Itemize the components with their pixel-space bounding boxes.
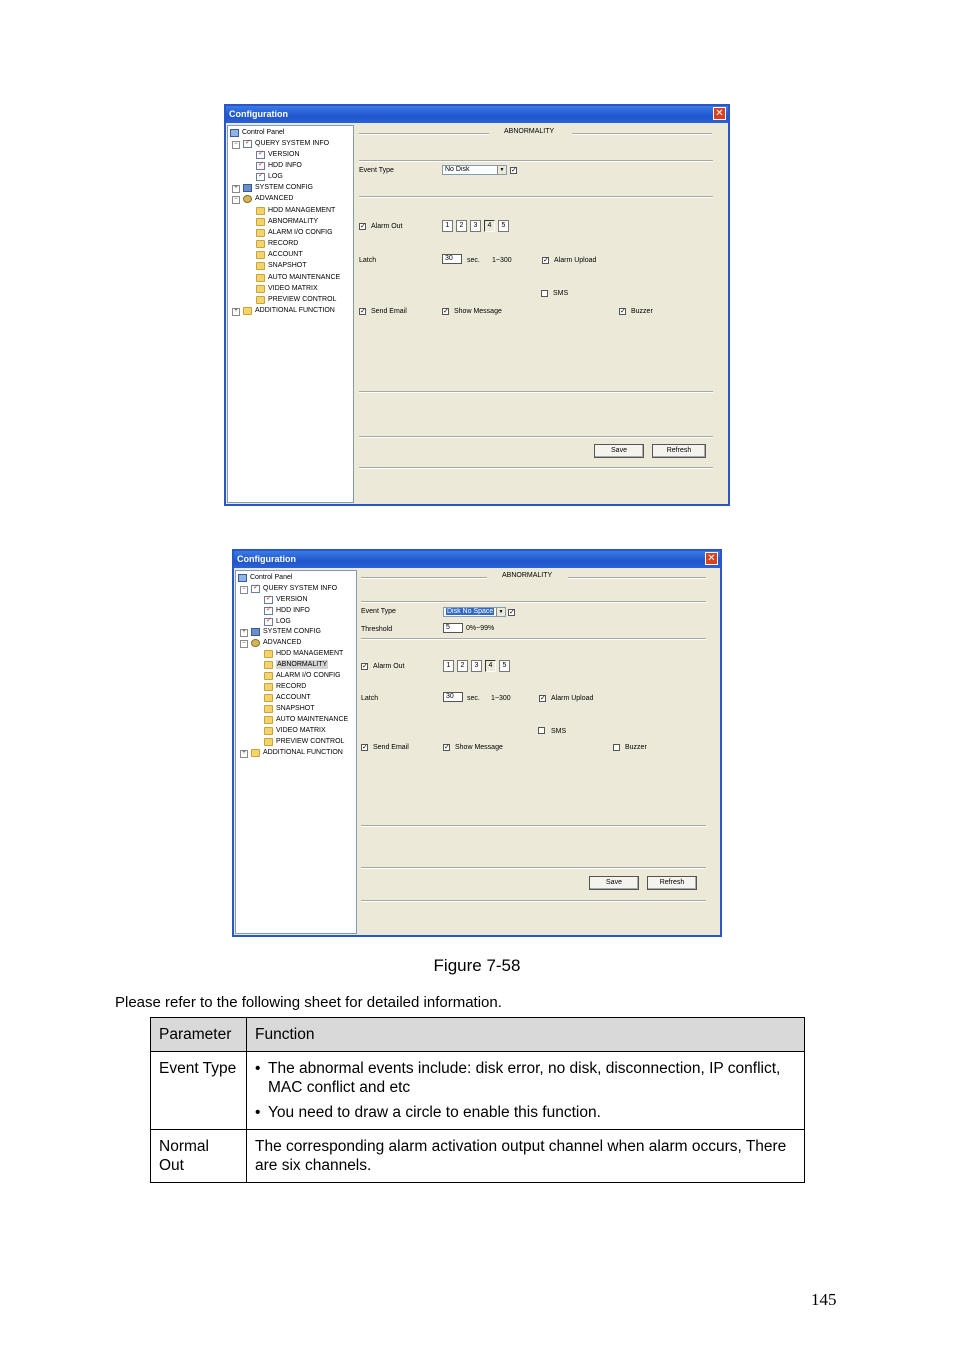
alarm-upload-checkbox[interactable]: ✓ bbox=[543, 257, 549, 264]
chevron-down-icon: ▼ bbox=[496, 608, 505, 616]
folder-icon bbox=[264, 738, 273, 746]
tree-item-hdd-info[interactable]: ✓ HDD INFO bbox=[264, 606, 310, 615]
folder-icon bbox=[264, 694, 273, 702]
event-enable-checkbox[interactable]: ✓ bbox=[511, 167, 517, 174]
divider bbox=[572, 133, 712, 135]
config-tree bbox=[235, 570, 357, 934]
channel-5-button[interactable]: 5 bbox=[499, 660, 510, 672]
show-message-label: Show Message bbox=[455, 744, 503, 751]
event-type-label: Event Type bbox=[361, 608, 396, 615]
show-message-checkbox[interactable]: ✓ bbox=[443, 308, 449, 315]
threshold-label: Threshold bbox=[361, 626, 393, 633]
folder-icon bbox=[256, 274, 265, 282]
function-cell bbox=[247, 1052, 805, 1130]
divider bbox=[359, 391, 713, 393]
folder-icon bbox=[264, 683, 273, 691]
tree-item-query-system-info[interactable]: ✓ QUERY SYSTEM INFO bbox=[251, 584, 337, 593]
doc-icon bbox=[264, 596, 273, 604]
alarm-out-label: Alarm Out bbox=[373, 663, 405, 670]
folder-icon bbox=[256, 285, 265, 293]
param-cell: Normal Out bbox=[151, 1130, 247, 1183]
bullet-item: • The abnormal events include: disk error, no disk, disconnection, IP conflict, MAC conflict and etc bbox=[268, 1059, 796, 1097]
close-icon[interactable]: ✕ bbox=[713, 107, 726, 120]
channel-2-button[interactable]: 2 bbox=[457, 660, 468, 672]
tree-item-abnormality[interactable]: ABNORMALITY bbox=[256, 217, 318, 226]
folder-icon bbox=[256, 262, 265, 270]
sms-label: SMS bbox=[551, 728, 567, 735]
folder-icon bbox=[264, 661, 273, 669]
tree-item-auto-maintenance[interactable]: AUTO MAINTENANCE bbox=[264, 715, 348, 724]
tools-icon bbox=[243, 184, 252, 192]
save-button[interactable]: Save bbox=[589, 876, 639, 890]
folder-icon bbox=[264, 650, 273, 658]
close-icon[interactable]: ✕ bbox=[705, 552, 718, 565]
folder-icon bbox=[256, 240, 265, 248]
divider bbox=[359, 196, 713, 198]
divider bbox=[361, 900, 706, 902]
config-tree bbox=[227, 125, 354, 503]
channel-4-button[interactable]: 4 bbox=[484, 220, 495, 232]
show-message-label: Show Message bbox=[454, 308, 502, 315]
tree-item-video-matrix[interactable]: VIDEO MATRIX bbox=[264, 726, 326, 735]
divider bbox=[361, 825, 706, 827]
intro-text: Please refer to the following sheet for detailed information. bbox=[115, 994, 502, 1011]
panel-title: ABNORMALITY bbox=[502, 572, 553, 579]
divider bbox=[361, 638, 706, 640]
pc-icon bbox=[230, 129, 239, 137]
doc-icon bbox=[256, 162, 265, 170]
latch-input[interactable]: 30 bbox=[442, 254, 462, 264]
collapse-icon[interactable]: − bbox=[240, 586, 248, 594]
collapse-icon[interactable]: − bbox=[240, 640, 248, 648]
sms-checkbox[interactable] bbox=[541, 290, 548, 297]
table-row bbox=[151, 1130, 805, 1183]
folder-icon bbox=[264, 705, 273, 713]
column-header: Parameter bbox=[151, 1018, 247, 1052]
window-titlebar[interactable] bbox=[234, 551, 720, 568]
folder-icon bbox=[256, 218, 265, 226]
channel-1-button[interactable]: 1 bbox=[443, 660, 454, 672]
tree-item-log[interactable]: ✓ LOG bbox=[256, 172, 283, 181]
threshold-input[interactable]: 5 bbox=[443, 623, 463, 633]
pc-icon bbox=[238, 574, 247, 582]
tree-item-account[interactable]: ACCOUNT bbox=[264, 693, 311, 702]
latch-unit: sec. bbox=[467, 695, 480, 702]
window-titlebar[interactable] bbox=[226, 106, 728, 123]
tree-item-log[interactable]: ✓ LOG bbox=[264, 617, 291, 626]
tree-item-additional-function[interactable]: ADDITIONAL FUNCTION bbox=[251, 748, 343, 757]
channel-1-button[interactable]: 1 bbox=[442, 220, 453, 232]
doc-icon bbox=[251, 585, 260, 593]
folder-icon bbox=[256, 251, 265, 259]
show-message-checkbox[interactable]: ✓ bbox=[444, 744, 450, 751]
divider bbox=[359, 436, 713, 438]
tree-item-advanced[interactable]: ADVANCED bbox=[243, 194, 293, 203]
alarm-out-label: Alarm Out bbox=[371, 223, 403, 230]
folder-icon bbox=[256, 229, 265, 237]
folder-icon bbox=[243, 307, 252, 315]
tree-item-hdd-management[interactable]: HDD MANAGEMENT bbox=[264, 649, 343, 658]
parameter-table bbox=[150, 1017, 805, 1183]
divider bbox=[568, 577, 706, 579]
window-title: Configuration bbox=[229, 109, 288, 119]
tree-item-auto-maintenance[interactable]: AUTO MAINTENANCE bbox=[256, 273, 340, 282]
doc-icon bbox=[264, 618, 273, 626]
latch-unit: sec. bbox=[467, 257, 480, 264]
tree-item-version[interactable]: ✓ VERSION bbox=[264, 595, 308, 604]
sms-checkbox[interactable] bbox=[538, 727, 545, 734]
alarm-upload-checkbox[interactable]: ✓ bbox=[540, 695, 546, 702]
buzzer-checkbox[interactable]: ✓ bbox=[620, 308, 626, 315]
event-enable-checkbox[interactable]: ✓ bbox=[509, 609, 515, 616]
threshold-range: 0%~99% bbox=[466, 625, 495, 632]
collapse-icon[interactable]: − bbox=[232, 141, 240, 149]
event-type-select[interactable]: No Disk ▼ bbox=[442, 165, 507, 175]
expand-icon[interactable]: + bbox=[240, 629, 248, 637]
table-row bbox=[151, 1052, 805, 1130]
expand-icon[interactable]: + bbox=[240, 750, 248, 758]
bullet-item: • You need to draw a circle to enable this function. bbox=[268, 1103, 796, 1122]
divider bbox=[361, 867, 706, 869]
tree-item-snapshot[interactable]: SNAPSHOT bbox=[256, 261, 307, 270]
gear-icon bbox=[243, 195, 252, 203]
latch-input[interactable]: 30 bbox=[443, 692, 463, 702]
table-header-row bbox=[151, 1018, 805, 1052]
tree-item-abnormality[interactable]: ABNORMALITY bbox=[264, 660, 328, 669]
send-email-label: Send Email bbox=[373, 744, 409, 751]
folder-icon bbox=[256, 296, 265, 304]
doc-icon bbox=[243, 140, 252, 148]
tree-item-control-panel[interactable]: Control Panel bbox=[238, 573, 292, 582]
page-number: 145 bbox=[811, 1290, 837, 1309]
refresh-button[interactable]: Refresh bbox=[652, 444, 706, 458]
config-window-1 bbox=[224, 104, 730, 506]
tree-item-advanced[interactable]: ADVANCED bbox=[251, 638, 301, 647]
divider bbox=[361, 601, 706, 603]
divider bbox=[359, 133, 489, 135]
alarm-out-checkbox[interactable]: ✓ bbox=[360, 223, 366, 230]
tree-item-system-config[interactable]: SYSTEM CONFIG bbox=[243, 183, 313, 192]
doc-icon bbox=[256, 173, 265, 181]
folder-icon bbox=[264, 716, 273, 724]
channel-3-button[interactable]: 3 bbox=[471, 660, 482, 672]
collapse-icon[interactable]: − bbox=[232, 196, 240, 204]
tree-item-record[interactable]: RECORD bbox=[256, 239, 298, 248]
column-header: Function bbox=[247, 1018, 805, 1052]
latch-label: Latch bbox=[361, 695, 379, 702]
tree-item-preview-control[interactable]: PREVIEW CONTROL bbox=[256, 295, 336, 304]
panel-title: ABNORMALITY bbox=[504, 128, 555, 135]
divider bbox=[361, 577, 487, 579]
doc-icon bbox=[264, 607, 273, 615]
divider bbox=[359, 160, 713, 162]
folder-icon bbox=[264, 727, 273, 735]
buzzer-label: Buzzer bbox=[625, 744, 647, 751]
chevron-down-icon: ▼ bbox=[497, 166, 506, 174]
tree-item-preview-control[interactable]: PREVIEW CONTROL bbox=[264, 737, 344, 746]
expand-icon[interactable]: + bbox=[232, 185, 240, 193]
folder-icon bbox=[264, 672, 273, 680]
refresh-button[interactable]: Refresh bbox=[647, 876, 697, 890]
tree-item-alarm-io-config[interactable]: ALARM I/O CONFIG bbox=[264, 671, 341, 680]
sms-label: SMS bbox=[553, 290, 569, 297]
tree-item-version[interactable]: ✓ VERSION bbox=[256, 150, 300, 159]
latch-range: 1~300 bbox=[491, 695, 511, 702]
doc-icon bbox=[256, 151, 265, 159]
alarm-out-checkbox[interactable]: ✓ bbox=[362, 663, 368, 670]
channel-4-button[interactable]: 4 bbox=[485, 660, 496, 672]
buzzer-checkbox[interactable] bbox=[613, 744, 620, 751]
gear-icon bbox=[251, 639, 260, 647]
tree-item-video-matrix[interactable]: VIDEO MATRIX bbox=[256, 284, 318, 293]
tree-item-snapshot[interactable]: SNAPSHOT bbox=[264, 704, 315, 713]
send-email-label: Send Email bbox=[371, 308, 407, 315]
event-type-select[interactable]: Disk No Space ▼ bbox=[443, 607, 506, 617]
tree-item-control-panel[interactable]: Control Panel bbox=[230, 128, 284, 137]
figure-caption: Figure 7-58 bbox=[433, 956, 521, 975]
window-title: Configuration bbox=[237, 554, 296, 564]
function-cell: The corresponding alarm activation output channel when alarm occurs, There are six channels. bbox=[247, 1130, 805, 1183]
channel-5-button[interactable]: 5 bbox=[498, 220, 509, 232]
tree-item-hdd-management[interactable]: HDD MANAGEMENT bbox=[256, 206, 335, 215]
send-email-checkbox[interactable]: ✓ bbox=[360, 308, 366, 315]
alarm-upload-label: Alarm Upload bbox=[554, 257, 597, 264]
folder-icon bbox=[256, 207, 265, 215]
send-email-checkbox[interactable]: ✓ bbox=[362, 744, 368, 751]
tree-item-additional-function[interactable]: ADDITIONAL FUNCTION bbox=[243, 306, 335, 315]
channel-3-button[interactable]: 3 bbox=[470, 220, 481, 232]
tree-item-system-config[interactable]: SYSTEM CONFIG bbox=[251, 627, 321, 636]
param-cell: Event Type bbox=[151, 1052, 247, 1130]
tools-icon bbox=[251, 628, 260, 636]
expand-icon[interactable]: + bbox=[232, 308, 240, 316]
channel-2-button[interactable]: 2 bbox=[456, 220, 467, 232]
tree-item-alarm-io-config[interactable]: ALARM I/O CONFIG bbox=[256, 228, 333, 237]
tree-item-query-system-info[interactable]: ✓ QUERY SYSTEM INFO bbox=[243, 139, 329, 148]
tree-item-record[interactable]: RECORD bbox=[264, 682, 306, 691]
alarm-upload-label: Alarm Upload bbox=[551, 695, 594, 702]
buzzer-label: Buzzer bbox=[631, 308, 653, 315]
divider bbox=[359, 467, 713, 469]
config-window-2 bbox=[232, 549, 722, 937]
folder-icon bbox=[251, 749, 260, 757]
latch-range: 1~300 bbox=[492, 257, 512, 264]
event-type-label: Event Type bbox=[359, 167, 394, 174]
tree-item-account[interactable]: ACCOUNT bbox=[256, 250, 303, 259]
latch-label: Latch bbox=[359, 257, 377, 264]
tree-item-hdd-info[interactable]: ✓ HDD INFO bbox=[256, 161, 302, 170]
save-button[interactable]: Save bbox=[594, 444, 644, 458]
